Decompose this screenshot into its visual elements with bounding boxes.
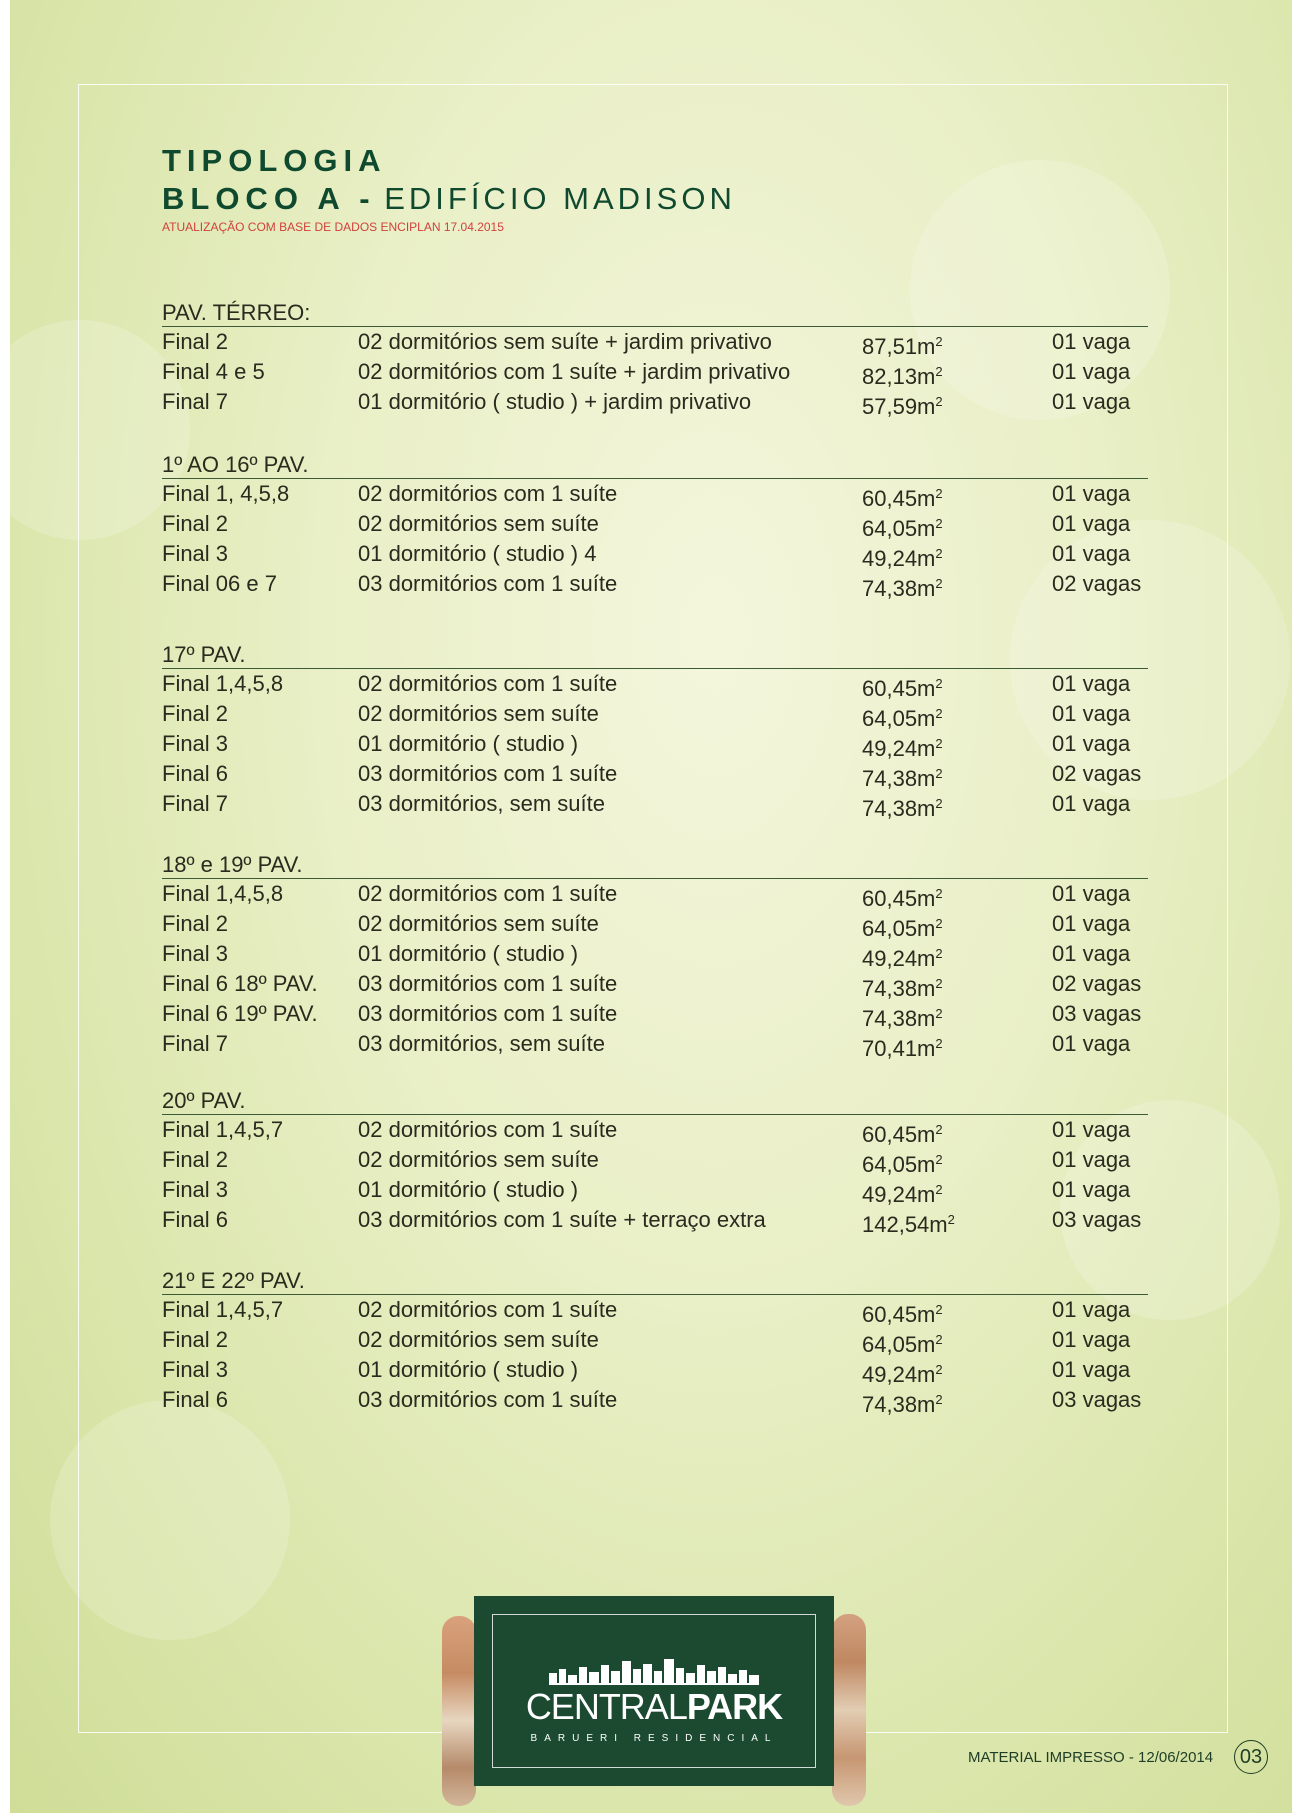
- description-cell: 03 dormitórios com 1 suíte + terraço extra: [358, 1207, 766, 1232]
- description-cell: 01 dormitório ( studio ): [358, 1357, 579, 1382]
- description-cell: 02 dormitórios com 1 suíte: [358, 671, 618, 696]
- block-label: BLOCO A -: [162, 181, 376, 216]
- area-value: 49,24m: [862, 946, 936, 971]
- description-cell: 03 dormitórios com 1 suíte: [358, 761, 618, 786]
- description-cell: 02 dormitórios com 1 suíte: [358, 1297, 618, 1322]
- area-cell: [862, 1029, 943, 1064]
- table-row: [162, 789, 1148, 819]
- table-row: [162, 699, 1148, 729]
- parking-cell: 01 vaga: [1052, 881, 1131, 906]
- area-superscript: 2: [935, 1152, 943, 1167]
- parking-cell: 02 vagas: [1052, 761, 1142, 786]
- parking-cell: 01 vaga: [1052, 329, 1131, 354]
- parking-cell: 01 vaga: [1052, 389, 1131, 414]
- floor-section: [162, 638, 1148, 819]
- unit-cell: Final 3: [162, 1177, 229, 1202]
- logo-subtitle: BARUERI RESIDENCIAL: [530, 1733, 778, 1744]
- area-superscript: 2: [935, 1362, 943, 1377]
- parking-cell: 01 vaga: [1052, 911, 1131, 936]
- page-subtitle: [162, 180, 736, 218]
- brochure-page: [10, 0, 1292, 1813]
- parking-cell: 01 vaga: [1052, 359, 1131, 384]
- area-value: 74,38m: [862, 766, 936, 791]
- unit-cell: Final 1, 4,5,8: [162, 481, 290, 506]
- area-superscript: 2: [935, 1036, 943, 1051]
- unit-cell: Final 7: [162, 791, 229, 816]
- parking-cell: 01 vaga: [1052, 1117, 1131, 1142]
- area-superscript: 2: [935, 676, 943, 691]
- area-value: 82,13m: [862, 364, 936, 389]
- parking-cell: 01 vaga: [1052, 731, 1131, 756]
- table-row: [162, 569, 1148, 599]
- update-note: ATUALIZAÇÃO COM BASE DE DADOS ENCIPLAN 17.04.2015: [162, 220, 504, 234]
- area-superscript: 2: [935, 364, 943, 379]
- floor-section-title: 21º E 22º PAV.: [162, 1264, 1148, 1295]
- table-row: [162, 909, 1148, 939]
- table-row: [162, 1385, 1148, 1415]
- description-cell: 03 dormitórios com 1 suíte: [358, 571, 618, 596]
- logo-word-park: PARK: [686, 1686, 783, 1727]
- parking-cell: 01 vaga: [1052, 941, 1131, 966]
- table-row: [162, 1029, 1148, 1059]
- floor-section: [162, 448, 1148, 599]
- area-superscript: 2: [935, 796, 943, 811]
- area-value: 64,05m: [862, 706, 936, 731]
- unit-cell: Final 4 e 5: [162, 359, 265, 384]
- area-value: 74,38m: [862, 796, 936, 821]
- area-value: 60,45m: [862, 1302, 936, 1327]
- area-cell: [862, 387, 943, 422]
- table-row: [162, 1175, 1148, 1205]
- description-cell: 02 dormitórios sem suíte: [358, 511, 599, 536]
- logo-inner-frame: [492, 1614, 816, 1768]
- area-value: 60,45m: [862, 676, 936, 701]
- parking-cell: 01 vaga: [1052, 1177, 1131, 1202]
- table-row: [162, 879, 1148, 909]
- description-cell: 02 dormitórios sem suíte: [358, 701, 599, 726]
- area-value: 70,41m: [862, 1036, 936, 1061]
- description-cell: 03 dormitórios com 1 suíte: [358, 1001, 618, 1026]
- parking-cell: 01 vaga: [1052, 1297, 1131, 1322]
- description-cell: 02 dormitórios sem suíte: [358, 1147, 599, 1172]
- skyline-icon: [549, 1659, 759, 1685]
- description-cell: 03 dormitórios com 1 suíte: [358, 1387, 618, 1412]
- parking-cell: 01 vaga: [1052, 1031, 1131, 1056]
- unit-cell: Final 1,4,5,8: [162, 881, 284, 906]
- parking-cell: 01 vaga: [1052, 541, 1131, 566]
- unit-cell: Final 1,4,5,7: [162, 1297, 284, 1322]
- children-photo-left: [442, 1616, 476, 1806]
- parking-cell: 01 vaga: [1052, 1357, 1131, 1382]
- unit-cell: Final 6: [162, 1207, 229, 1232]
- parking-cell: 01 vaga: [1052, 1147, 1131, 1172]
- unit-cell: Final 2: [162, 1327, 229, 1352]
- area-value: 60,45m: [862, 1122, 936, 1147]
- parking-cell: 03 vagas: [1052, 1387, 1142, 1412]
- parking-cell: 01 vaga: [1052, 481, 1131, 506]
- area-value: 87,51m: [862, 334, 936, 359]
- unit-cell: Final 6: [162, 761, 229, 786]
- table-row: [162, 1325, 1148, 1355]
- area-value: 60,45m: [862, 486, 936, 511]
- floor-section: [162, 848, 1148, 1059]
- area-superscript: 2: [935, 976, 943, 991]
- area-superscript: 2: [935, 1006, 943, 1021]
- unit-cell: Final 6: [162, 1387, 229, 1412]
- table-row: [162, 729, 1148, 759]
- table-row: [162, 357, 1148, 387]
- area-superscript: 2: [935, 736, 943, 751]
- table-row: [162, 669, 1148, 699]
- description-cell: 01 dormitório ( studio ): [358, 731, 579, 756]
- area-value: 74,38m: [862, 1392, 936, 1417]
- area-superscript: 2: [935, 546, 943, 561]
- central-park-logo: [442, 1596, 866, 1813]
- unit-cell: Final 6 18º PAV.: [162, 971, 318, 996]
- parking-cell: 01 vaga: [1052, 791, 1131, 816]
- parking-cell: 03 vagas: [1052, 1207, 1142, 1232]
- area-value: 49,24m: [862, 546, 936, 571]
- parking-cell: 01 vaga: [1052, 701, 1131, 726]
- area-value: 142,54m: [862, 1212, 948, 1237]
- unit-cell: Final 6 19º PAV.: [162, 1001, 318, 1026]
- floor-section: [162, 1084, 1148, 1235]
- area-superscript: 2: [947, 1212, 955, 1227]
- floor-section-title: PAV. TÉRREO:: [162, 296, 1148, 327]
- table-row: [162, 759, 1148, 789]
- page-title: TIPOLOGIA: [162, 143, 387, 178]
- description-cell: 02 dormitórios sem suíte: [358, 1327, 599, 1352]
- description-cell: 03 dormitórios, sem suíte: [358, 1031, 605, 1056]
- area-value: 49,24m: [862, 736, 936, 761]
- area-value: 57,59m: [862, 394, 936, 419]
- description-cell: 01 dormitório ( studio ) 4: [358, 541, 597, 566]
- footer-note: MATERIAL IMPRESSO - 12/06/2014: [968, 1749, 1214, 1766]
- parking-cell: 02 vagas: [1052, 971, 1142, 996]
- table-row: [162, 1115, 1148, 1145]
- description-cell: 02 dormitórios sem suíte: [358, 911, 599, 936]
- area-value: 74,38m: [862, 1006, 936, 1031]
- area-superscript: 2: [935, 766, 943, 781]
- table-row: [162, 939, 1148, 969]
- parking-cell: 01 vaga: [1052, 1327, 1131, 1352]
- floor-section-title: 17º PAV.: [162, 638, 1148, 669]
- table-row: [162, 1355, 1148, 1385]
- unit-cell: Final 3: [162, 541, 229, 566]
- floor-section: [162, 1264, 1148, 1415]
- logo-wordmark: [493, 1687, 815, 1727]
- table-row: [162, 999, 1148, 1029]
- floor-section-title: 1º AO 16º PAV.: [162, 448, 1148, 479]
- area-superscript: 2: [935, 576, 943, 591]
- logo-box: [474, 1596, 834, 1786]
- area-superscript: 2: [935, 1182, 943, 1197]
- unit-cell: Final 3: [162, 941, 229, 966]
- table-row: [162, 969, 1148, 999]
- table-row: [162, 1295, 1148, 1325]
- area-superscript: 2: [935, 1122, 943, 1137]
- table-row: [162, 509, 1148, 539]
- unit-cell: Final 3: [162, 1357, 229, 1382]
- area-superscript: 2: [935, 1332, 943, 1347]
- parking-cell: 03 vagas: [1052, 1001, 1142, 1026]
- page-number: 03: [1234, 1740, 1268, 1774]
- area-superscript: 2: [935, 334, 943, 349]
- building-name: EDIFÍCIO MADISON: [384, 181, 736, 216]
- unit-cell: Final 1,4,5,7: [162, 1117, 284, 1142]
- area-value: 49,24m: [862, 1182, 936, 1207]
- area-cell: [862, 569, 943, 604]
- table-row: [162, 1145, 1148, 1175]
- floor-section-title: 18º e 19º PAV.: [162, 848, 1148, 879]
- unit-cell: Final 2: [162, 329, 229, 354]
- description-cell: 01 dormitório ( studio ): [358, 941, 579, 966]
- area-superscript: 2: [935, 1302, 943, 1317]
- table-row: [162, 1205, 1148, 1235]
- area-superscript: 2: [935, 706, 943, 721]
- area-value: 74,38m: [862, 576, 936, 601]
- area-superscript: 2: [935, 886, 943, 901]
- area-value: 64,05m: [862, 1332, 936, 1357]
- area-value: 64,05m: [862, 516, 936, 541]
- children-photo-right: [832, 1614, 866, 1806]
- area-value: 49,24m: [862, 1362, 936, 1387]
- description-cell: 02 dormitórios com 1 suíte: [358, 881, 618, 906]
- area-superscript: 2: [935, 1392, 943, 1407]
- unit-cell: Final 7: [162, 389, 229, 414]
- area-superscript: 2: [935, 394, 943, 409]
- description-cell: 02 dormitórios com 1 suíte: [358, 481, 618, 506]
- area-cell: [862, 1205, 955, 1240]
- unit-cell: Final 1,4,5,8: [162, 671, 284, 696]
- table-row: [162, 387, 1148, 417]
- description-cell: 01 dormitório ( studio ): [358, 1177, 579, 1202]
- parking-cell: 01 vaga: [1052, 511, 1131, 536]
- description-cell: 03 dormitórios com 1 suíte: [358, 971, 618, 996]
- area-value: 64,05m: [862, 1152, 936, 1177]
- unit-cell: Final 2: [162, 701, 229, 726]
- unit-cell: Final 2: [162, 911, 229, 936]
- floor-section: [162, 296, 1148, 417]
- floor-section-title: 20º PAV.: [162, 1084, 1148, 1115]
- description-cell: 03 dormitórios, sem suíte: [358, 791, 605, 816]
- area-value: 60,45m: [862, 886, 936, 911]
- unit-cell: Final 2: [162, 1147, 229, 1172]
- table-row: [162, 327, 1148, 357]
- description-cell: 02 dormitórios com 1 suíte + jardim privativo: [358, 359, 791, 384]
- area-cell: [862, 789, 943, 824]
- table-row: [162, 479, 1148, 509]
- area-value: 64,05m: [862, 916, 936, 941]
- page-heading: [162, 142, 736, 234]
- logo-word-central: CENTRAL: [525, 1686, 687, 1727]
- parking-cell: 02 vagas: [1052, 571, 1142, 596]
- unit-cell: Final 06 e 7: [162, 571, 277, 596]
- parking-cell: 01 vaga: [1052, 671, 1131, 696]
- area-cell: [862, 1385, 943, 1420]
- area-superscript: 2: [935, 486, 943, 501]
- table-row: [162, 539, 1148, 569]
- unit-cell: Final 2: [162, 511, 229, 536]
- area-superscript: 2: [935, 516, 943, 531]
- area-value: 74,38m: [862, 976, 936, 1001]
- unit-cell: Final 3: [162, 731, 229, 756]
- description-cell: 02 dormitórios com 1 suíte: [358, 1117, 618, 1142]
- area-superscript: 2: [935, 946, 943, 961]
- description-cell: 02 dormitórios sem suíte + jardim privativo: [358, 329, 772, 354]
- area-superscript: 2: [935, 916, 943, 931]
- unit-cell: Final 7: [162, 1031, 229, 1056]
- description-cell: 01 dormitório ( studio ) + jardim privativo: [358, 389, 752, 414]
